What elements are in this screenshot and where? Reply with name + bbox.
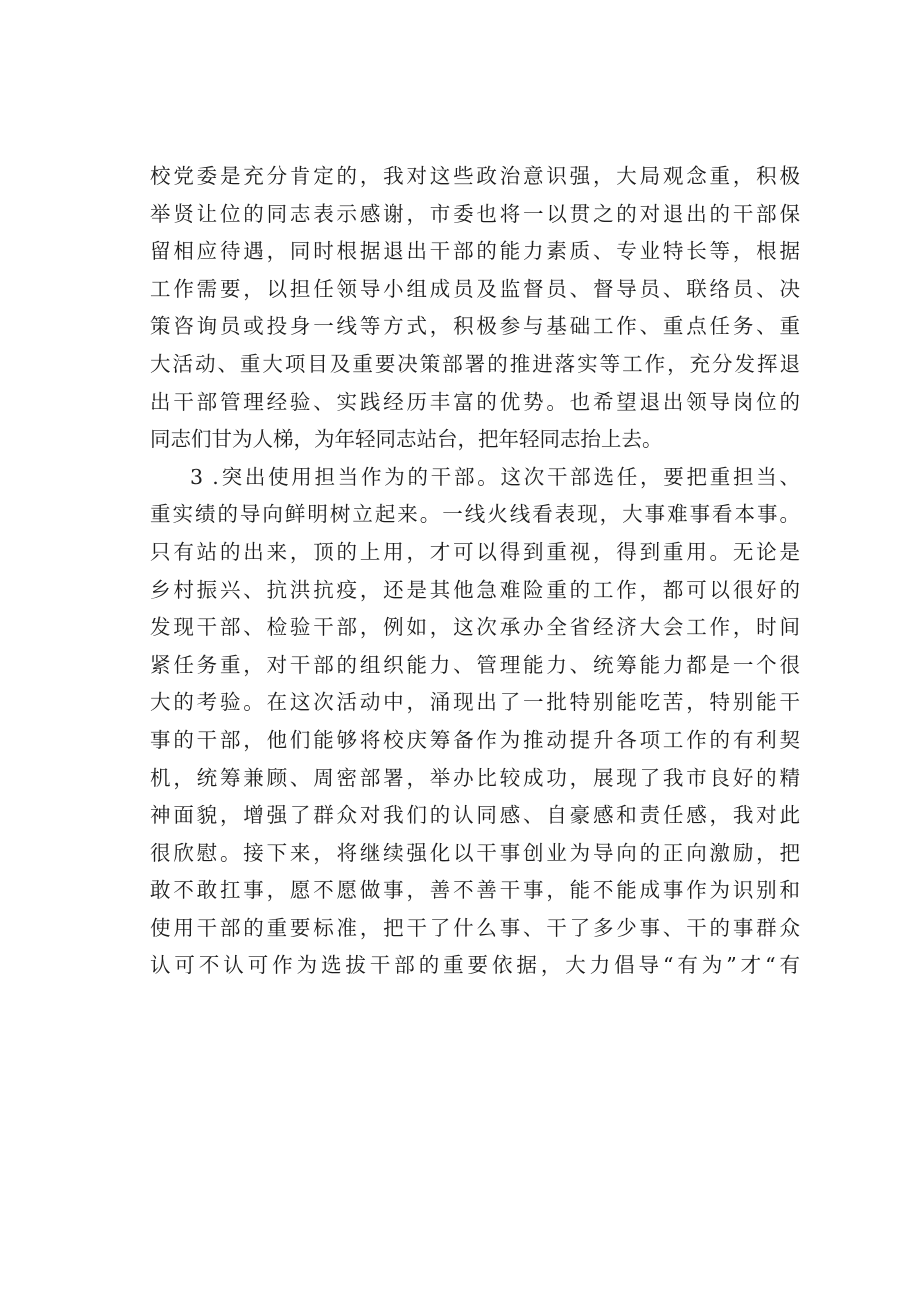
text-line: 敢不敢扛事，愿不愿做事，善不善干事，能不能成事作为识别和 — [150, 878, 800, 903]
body-text — [150, 158, 800, 985]
text-line: 发现干部、检验干部，例如，这次承办全省经济大会工作，时间 — [150, 615, 800, 640]
text-line: 神面貌，增强了群众对我们的认同感、自豪感和责任感，我对此 — [150, 803, 800, 828]
section-heading-line: 3 .突出使用担当作为的干部。这次干部选任，要把重担当、 — [190, 464, 800, 489]
text-line: 使用干部的重要标准，把干了什么事、干了多少事、干的事群众 — [150, 915, 800, 940]
text-line: 留相应待遇，同时根据退出干部的能力素质、专业特长等，根据 — [150, 239, 800, 264]
text-line: 紧任务重，对干部的组织能力、管理能力、统筹能力都是一个很 — [150, 652, 800, 677]
text-line: 事的干部，他们能够将校庆筹备作为推动提升各项工作的有利契 — [150, 727, 800, 752]
text-line: 同志们甘为人梯，为年轻同志站台，把年轻同志抬上去。 — [150, 427, 663, 452]
text-line: 很欣慰。接下来，将继续强化以干事创业为导向的正向激励，把 — [150, 840, 800, 865]
text-line: 策咨询员或投身一线等方式，积极参与基础工作、重点任务、重 — [150, 314, 800, 339]
text-line: 机，统筹兼顾、周密部署，举办比较成功，展现了我市良好的精 — [150, 765, 800, 790]
text-line: 乡村振兴、抗洪抗疫，还是其他急难险重的工作，都可以很好的 — [150, 577, 800, 602]
text-line: 重实绩的导向鲜明树立起来。一线火线看表现，大事难事看本事。 — [150, 502, 800, 527]
text-line: 只有站的出来，顶的上用，才可以得到重视，得到重用。无论是 — [150, 539, 800, 564]
text-line: 校党委是充分肯定的，我对这些政治意识强，大局观念重，积极 — [150, 164, 800, 188]
text-line: 大的考验。在这次活动中，涌现出了一批特别能吃苦，特别能干 — [150, 690, 800, 715]
text-line: 大活动、重大项目及重要决策部署的推进落实等工作，充分发挥退 — [150, 351, 800, 376]
text-line: 工作需要，以担任领导小组成员及监督员、督导员、联络员、决 — [150, 276, 800, 301]
text-line: 举贤让位的同志表示感谢，市委也将一以贯之的对退出的干部保 — [150, 201, 800, 226]
text-line: 出干部管理经验、实践经历丰富的优势。也希望退出领导岗位的 — [150, 389, 800, 414]
text-line: 认可不认可作为选拔干部的重要依据，大力倡导“有为”才“有 — [150, 953, 800, 978]
